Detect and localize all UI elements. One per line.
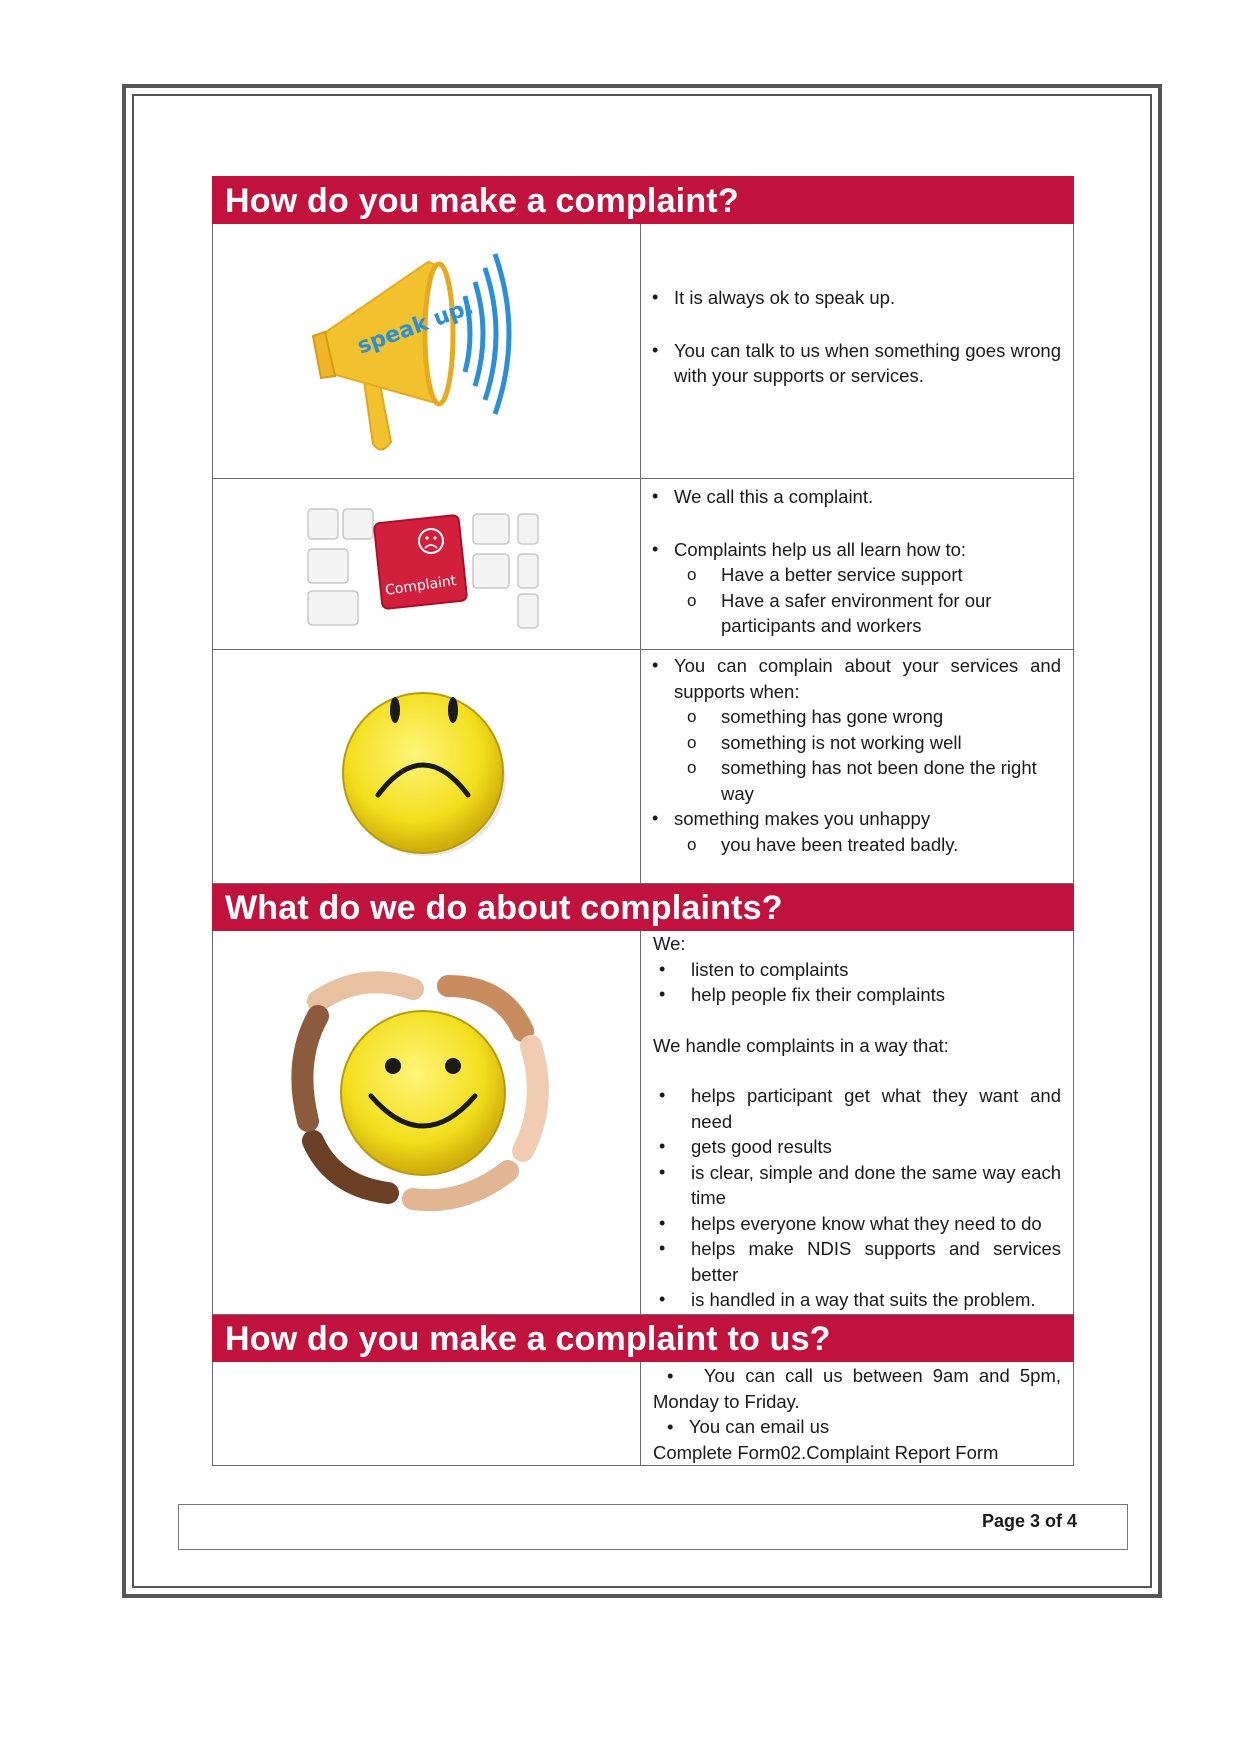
sub-list-item: o something is not working well (675, 730, 1073, 756)
handle-text: We handle complaints in a way that: (653, 1034, 949, 1056)
image-cell (213, 1362, 641, 1466)
table-row (213, 650, 1074, 884)
intro-text: We: (653, 933, 686, 954)
text-cell (641, 931, 1074, 1315)
bullet-glyph: • (667, 1416, 689, 1437)
list-item: • Complaints help us all learn how to: (641, 537, 1073, 563)
keyboard-complaint-key-icon (213, 479, 640, 649)
list-item: • is handled in a way that suits the problem. (641, 1287, 1073, 1313)
list-item: • helps participant get what they want and need (641, 1083, 1073, 1134)
section-header-what-do (213, 884, 1074, 931)
list-item: • gets good results (641, 1134, 1073, 1160)
table-row (213, 479, 1074, 650)
contact-email-text (641, 1414, 1073, 1440)
list-item: • helps everyone know what they need to do (641, 1211, 1073, 1237)
section-header-how-to-us (213, 1315, 1074, 1362)
image-cell (213, 224, 641, 479)
contact-call-text (641, 1362, 1073, 1414)
list-item: You can email us (688, 1416, 830, 1437)
text-cell (641, 479, 1074, 650)
image-cell (213, 650, 641, 884)
section-title: What do we do about complaints? (225, 889, 783, 927)
complaint-key-label: Complaint (384, 573, 458, 599)
sub-list-item: o something has gone wrong (675, 704, 1073, 730)
section-title: How do you make a complaint to us? (225, 1320, 831, 1358)
happy-face-hands-icon (213, 931, 640, 1314)
image-cell (213, 931, 641, 1315)
text-cell (641, 650, 1074, 884)
list-item: • helps make NDIS supports and services better (641, 1236, 1073, 1287)
sub-list-item: o something has not been done the right way (675, 755, 1073, 806)
form-reference: Complete Form02.Complaint Report Form (653, 1441, 999, 1463)
section-title: How do you make a complaint? (225, 182, 739, 220)
list-item: • It is always ok to speak up. (641, 285, 1073, 311)
table-row (213, 931, 1074, 1315)
sub-list-item: o you have been treated badly. (675, 832, 1073, 858)
list-item: • listen to complaints (641, 957, 1073, 983)
list-item: You can call us between 9am and 5pm, Monday to Friday. (653, 1365, 1061, 1412)
list-item: • is clear, simple and done the same way each time (641, 1160, 1073, 1211)
sub-list-item: o Have a better service support (675, 562, 1073, 588)
complaints-table (212, 176, 1074, 1466)
megaphone-icon (213, 224, 640, 478)
sub-list-item: o Have a safer environment for our participants and workers (675, 588, 1073, 639)
table-row (213, 1362, 1074, 1466)
bullet-glyph: • (667, 1365, 704, 1386)
text-cell (641, 224, 1074, 479)
list-item: • You can complain about your services and supports when: (641, 653, 1073, 704)
image-cell (213, 479, 641, 650)
page-number: Page 3 of 4 (981, 1511, 1077, 1531)
list-item: • help people fix their complaints (641, 982, 1073, 1008)
megaphone-label: speak up! (354, 294, 478, 360)
list-item: • You can talk to us when something goes wrong with your supports or services. (641, 338, 1073, 389)
text-cell (641, 1362, 1074, 1466)
page-footer (178, 1504, 1128, 1550)
list-item: • something makes you unhappy (641, 806, 1073, 832)
section-header-how-make (213, 177, 1074, 224)
list-item: • We call this a complaint. (641, 484, 1073, 510)
sad-face-icon (213, 650, 640, 883)
table-row (213, 224, 1074, 479)
